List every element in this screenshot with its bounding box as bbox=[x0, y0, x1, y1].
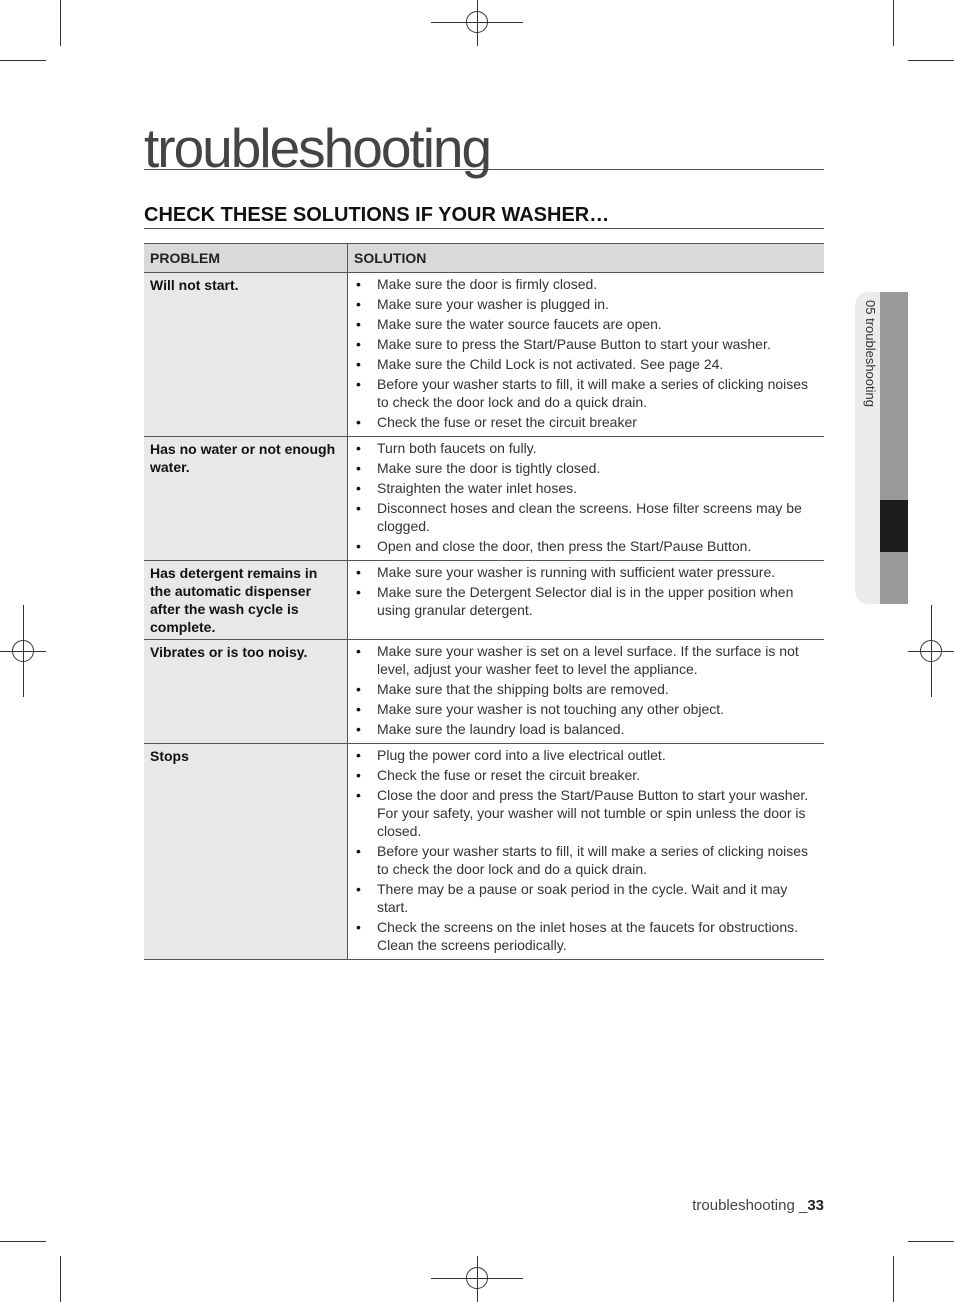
list-item bbox=[356, 439, 820, 457]
list-item bbox=[356, 720, 820, 738]
solution-text: Make sure the water source faucets are open. bbox=[377, 316, 662, 332]
list-item bbox=[356, 766, 820, 784]
list-item bbox=[356, 642, 820, 678]
solution-text: Make sure your washer is plugged in. bbox=[377, 296, 609, 312]
solution-text: Make sure to press the Start/Pause Button to start your washer. bbox=[377, 336, 771, 352]
problem-cell: Has detergent remains in the automatic dispenser after the wash cycle is complete. bbox=[144, 561, 348, 640]
page-footer bbox=[600, 1197, 824, 1214]
solution-text: Check the fuse or reset the circuit breaker. bbox=[377, 767, 641, 783]
list-item bbox=[356, 918, 820, 954]
side-tab-bar bbox=[880, 292, 908, 500]
solution-list bbox=[356, 563, 820, 619]
solution-note: For your safety, your washer will not tumble or spin unless the door is closed. bbox=[377, 805, 806, 839]
troubleshooting-table bbox=[144, 243, 824, 960]
solution-text: Before your washer starts to fill, it will make a series of clicking noises to check the door lock and do a quick drain. bbox=[377, 843, 809, 877]
solution-text: Make sure the door is firmly closed. bbox=[377, 276, 598, 292]
solution-list bbox=[356, 642, 820, 738]
solution-text: Close the door and press the Start/Pause Button to start your washer. bbox=[377, 787, 809, 803]
list-item bbox=[356, 537, 820, 555]
list-item bbox=[356, 583, 820, 619]
solution-text: Open and close the door, then press the Start/Pause Button. bbox=[377, 538, 752, 554]
solution-text: Make sure the Detergent Selector dial is in the upper position when using granular detergent. bbox=[377, 584, 794, 618]
list-item bbox=[356, 459, 820, 477]
solution-list bbox=[356, 439, 820, 555]
side-tab-current-marker bbox=[880, 500, 908, 552]
solution-text: Make sure your washer is set on a level surface. If the surface is not level, adjust your washer feet to level the appliance. bbox=[377, 643, 799, 677]
solution-text: Make sure the laundry load is balanced. bbox=[377, 721, 625, 737]
table-row bbox=[144, 744, 824, 960]
page-number: 33 bbox=[807, 1197, 824, 1214]
solution-text: Turn both faucets on fully. bbox=[377, 440, 537, 456]
list-item bbox=[356, 680, 820, 698]
list-item bbox=[356, 842, 820, 878]
footer-label: troubleshooting _ bbox=[692, 1197, 808, 1214]
solution-cell bbox=[348, 744, 825, 960]
list-item bbox=[356, 479, 820, 497]
solution-text: There may be a pause or soak period in the cycle. Wait and it may start. bbox=[377, 881, 788, 915]
solution-text: Make sure the door is tightly closed. bbox=[377, 460, 601, 476]
table-header-row bbox=[144, 244, 824, 273]
list-item bbox=[356, 335, 820, 353]
list-item bbox=[356, 880, 820, 916]
list-item bbox=[356, 786, 820, 840]
solution-text: Make sure your washer is running with sufficient water pressure. bbox=[377, 564, 776, 580]
header-solution: SOLUTION bbox=[348, 244, 825, 273]
solution-text: Straighten the water inlet hoses. bbox=[377, 480, 578, 496]
list-item bbox=[356, 355, 820, 373]
solution-list bbox=[356, 275, 820, 431]
solution-text: Plug the power cord into a live electrical outlet. bbox=[377, 747, 666, 763]
list-item bbox=[356, 499, 820, 535]
solution-cell bbox=[348, 273, 825, 437]
problem-cell: Stops bbox=[144, 744, 348, 960]
problem-cell: Will not start. bbox=[144, 273, 348, 437]
header-problem: PROBLEM bbox=[144, 244, 348, 273]
solution-cell bbox=[348, 640, 825, 744]
list-item bbox=[356, 563, 820, 581]
table-row bbox=[144, 437, 824, 561]
side-tab-label: 05 troubleshooting bbox=[863, 300, 878, 407]
solution-cell bbox=[348, 437, 825, 561]
solution-text: Check the screens on the inlet hoses at the faucets for obstructions. Clean the screens periodically. bbox=[377, 919, 799, 953]
list-item bbox=[356, 315, 820, 333]
list-item bbox=[356, 375, 820, 411]
list-item bbox=[356, 700, 820, 718]
table-row bbox=[144, 640, 824, 744]
list-item bbox=[356, 275, 820, 293]
table-row bbox=[144, 273, 824, 437]
side-tab-bar bbox=[880, 552, 908, 604]
list-item bbox=[356, 746, 820, 764]
list-item bbox=[356, 413, 820, 431]
list-item bbox=[356, 295, 820, 313]
page-title: troubleshooting bbox=[144, 118, 824, 170]
table-row bbox=[144, 561, 824, 640]
solution-text: Disconnect hoses and clean the screens. Hose filter screens may be clogged. bbox=[377, 500, 802, 534]
solution-list bbox=[356, 746, 820, 954]
solution-text: Make sure the Child Lock is not activated. See page 24. bbox=[377, 356, 724, 372]
problem-cell: Has no water or not enough water. bbox=[144, 437, 348, 561]
solution-cell bbox=[348, 561, 825, 640]
problem-cell: Vibrates or is too noisy. bbox=[144, 640, 348, 744]
solution-text: Check the fuse or reset the circuit breaker bbox=[377, 414, 637, 430]
solution-text: Before your washer starts to fill, it will make a series of clicking noises to check the door lock and do a quick drain. bbox=[377, 376, 809, 410]
solution-text: Make sure that the shipping bolts are removed. bbox=[377, 681, 669, 697]
solution-text: Make sure your washer is not touching any other object. bbox=[377, 701, 725, 717]
section-heading: CHECK THESE SOLUTIONS IF YOUR WASHER… bbox=[144, 203, 824, 229]
